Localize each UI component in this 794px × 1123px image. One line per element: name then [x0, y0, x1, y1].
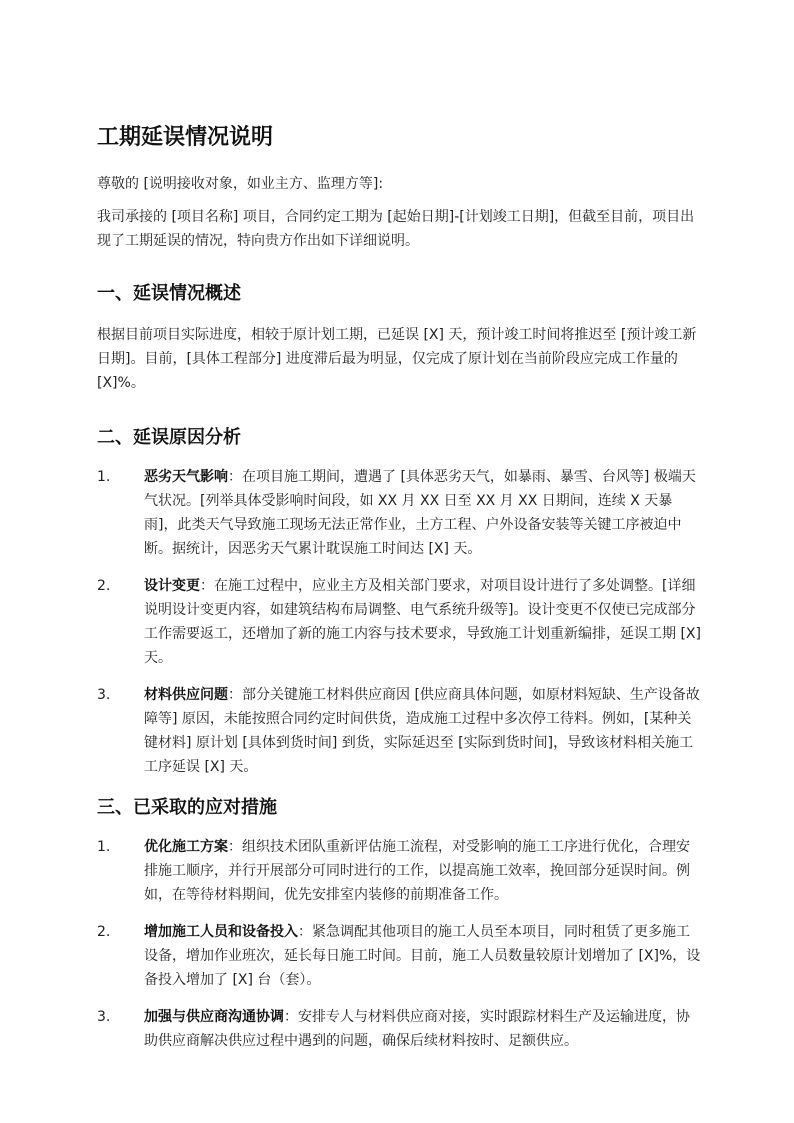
cause-item — [97, 574, 703, 670]
list-number: 1. — [97, 469, 111, 485]
cause-text: ：在施工过程中，应业主方及相关部门要求，对项目设计进行了多处调整。[详细说明设计变更内容，如建筑结构布局调整、电气系统升级等]。设计变更不仅使已完成部分工作需要返工，还增加了新的施工内容与技术要求，导致施工计划重新编排，延误工期 [X] 天。 — [144, 578, 701, 666]
cause-item — [97, 683, 703, 779]
list-number: 3. — [97, 1009, 111, 1025]
cause-text: ：在项目施工期间，遭遇了 [具体恶劣天气，如暴雨、暴雪、台风等] 极端天气状况。[列举具体受影响时间段，如 XX 月 XX 日至 XX 月 XX 日期间，连续 X 天暴雨]，此类天气导致施工现场无法正常作业，土方工程、户外设备安装等关键工序被迫中断。据统计，因恶劣天气累计耽误施工时间达 [X] 天。 — [144, 469, 696, 557]
intro-paragraph: 我司承接的 [项目名称] 项目，合同约定工期为 [起始日期]-[计划竣工日期]，但截至目前，项目出现了工期延误的情况，特向贵方作出如下详细说明。 — [97, 209, 695, 249]
measure-term: 增加施工人员和设备投入 — [144, 924, 298, 940]
measure-item — [97, 920, 703, 992]
measure-item — [97, 835, 703, 907]
cause-text: ：部分关键施工材料供应商因 [供应商具体问题，如原材料短缺、生产设备故障等] 原因，未能按照合同约定时间供货，造成施工过程中多次停工待料。例如，[某种关键材料] 原计划 [具体到货时间] 到货，实际延迟至 [实际到货时间]，导致该材料相关施工工序延误 [X] 天。 — [144, 687, 700, 775]
salutation: 尊敬的 [说明接收对象，如业主方、监理方等]: — [97, 176, 384, 192]
measure-term: 加强与供应商沟通协调 — [144, 1009, 284, 1025]
list-number: 2. — [97, 578, 111, 594]
measure-term: 优化施工方案 — [144, 839, 228, 855]
cause-term: 材料供应问题 — [144, 687, 228, 703]
cause-item — [97, 465, 703, 561]
measure-text: ：安排专人与材料供应商对接，实时跟踪材料生产及运输进度，协助供应商解决供应过程中遇到的问题，确保后续材料按时、足额供应。 — [144, 1009, 690, 1049]
measure-text: ：组织技术团队重新评估施工流程，对受影响的施工工序进行优化，合理安排施工顺序，并行开展部分可同时进行的工作，以提高施工效率，挽回部分延误时间。例如，在等待材料期间，优先安排室内装修的前期准备工作。 — [144, 839, 690, 903]
list-number: 3. — [97, 687, 111, 703]
measure-text: ：紧急调配其他项目的施工人员至本项目，同时租赁了更多施工设备，增加作业班次，延长每日施工时间。目前，施工人员数量较原计划增加了 [X]%，设备投入增加了 [X] 台（套）。 — [144, 924, 701, 988]
document-page — [97, 118, 703, 1066]
list-number: 1. — [97, 839, 111, 855]
measure-item — [97, 1005, 703, 1053]
cause-term: 设计变更 — [144, 578, 200, 594]
list-number: 2. — [97, 924, 111, 940]
section-heading-overview: 一、延误情况概述 — [97, 283, 241, 304]
section-heading-causes: 二、延误原因分析 — [97, 427, 241, 448]
causes-list — [97, 465, 703, 779]
section-heading-measures: 三、已采取的应对措施 — [97, 797, 277, 818]
document-title: 工期延误情况说明 — [97, 125, 274, 150]
cause-term: 恶劣天气影响 — [144, 469, 228, 485]
overview-paragraph: 根据目前项目实际进度，相较于原计划工期，已延误 [X] 天，预计竣工时间将推迟至 [预计竣工新日期]。目前，[具体工程部分] 进度滞后最为明显，仅完成了原计划在当前阶段应完成工作量的 [X]%。 — [97, 327, 697, 391]
measures-list — [97, 835, 703, 1053]
